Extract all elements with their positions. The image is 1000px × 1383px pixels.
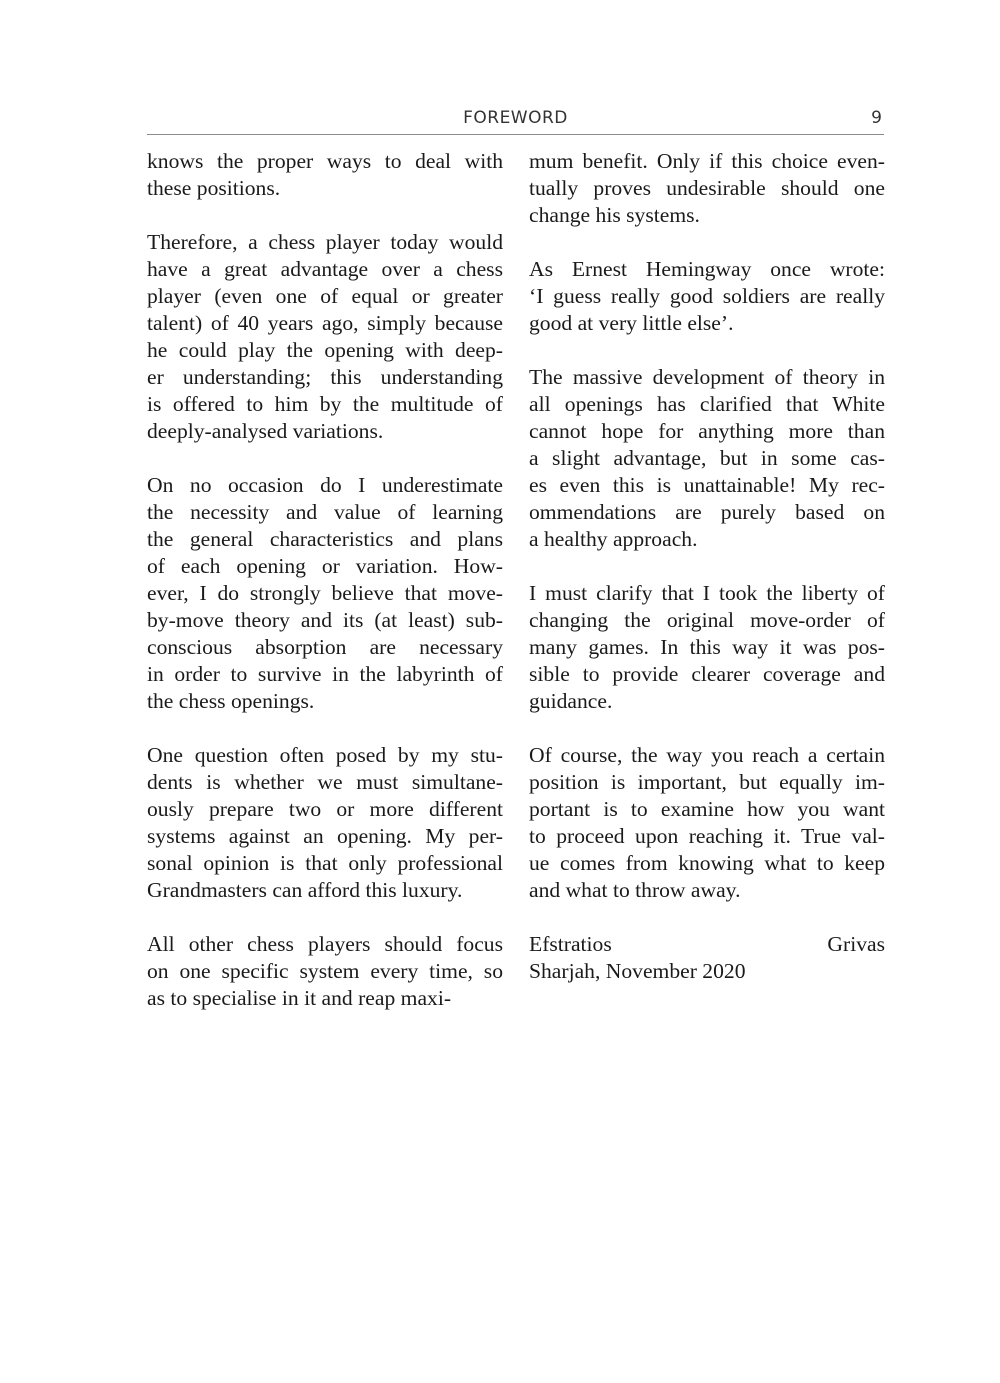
text-line: a healthy approach.	[529, 527, 698, 551]
text-line: One question often posed by my stu-	[147, 743, 503, 767]
text-line: and what to throw away.	[529, 878, 741, 902]
body-paragraph	[147, 472, 503, 715]
body-paragraph	[529, 256, 885, 337]
text-line: on one specific system every time, so	[147, 959, 503, 983]
text-line: er understanding; this understanding	[147, 365, 503, 389]
signature-block	[529, 931, 885, 985]
text-line: tually proves undesirable should one	[529, 176, 885, 200]
text-line: he could play the opening with deep-	[147, 338, 503, 362]
text-line: the general characteristics and plans	[147, 527, 503, 551]
text-line: Therefore, a chess player today would	[147, 230, 503, 254]
text-line: ever, I do strongly believe that move-	[147, 581, 503, 605]
text-line: sonal opinion is that only professional	[147, 851, 503, 875]
text-line: Grandmasters can afford this luxury.	[147, 878, 463, 902]
right-column	[529, 148, 885, 1012]
text-line: talent) of 40 years ago, simply because	[147, 311, 503, 335]
text-line: dents is whether we must simultane-	[147, 770, 503, 794]
text-line: in order to survive in the labyrinth of	[147, 662, 503, 686]
text-line: of each opening or variation. How-	[147, 554, 503, 578]
text-line: ously prepare two or more different	[147, 797, 503, 821]
text-line: mum benefit. Only if this choice even-	[529, 149, 885, 173]
text-line: to proceed upon reaching it. True val-	[529, 824, 885, 848]
text-line: deeply-analysed variations.	[147, 419, 384, 443]
text-line: Of course, the way you reach a certain	[529, 743, 885, 767]
text-line: many games. In this way it was pos-	[529, 635, 885, 659]
text-line: ommendations are purely based on	[529, 500, 885, 524]
text-line: systems against an opening. My per-	[147, 824, 503, 848]
text-line: the chess openings.	[147, 689, 315, 713]
body-paragraph	[147, 229, 503, 445]
body-paragraph	[529, 580, 885, 715]
text-line: these positions.	[147, 176, 281, 200]
text-line: all openings has clarified that White	[529, 392, 885, 416]
text-line: ‘I guess really good soldiers are really	[529, 284, 885, 308]
text-line: Sharjah, November 2020	[529, 959, 746, 983]
body-paragraph	[529, 364, 885, 553]
text-line: change his systems.	[529, 203, 700, 227]
text-line: es even this is unattainable! My rec-	[529, 473, 885, 497]
text-line: the necessity and value of learning	[147, 500, 503, 524]
page-number: 9	[871, 108, 882, 128]
text-line: ue comes from knowing what to keep	[529, 851, 885, 875]
text-line: guidance.	[529, 689, 613, 713]
body-paragraph	[529, 148, 885, 229]
body-paragraph	[147, 148, 503, 202]
running-title: FOREWORD	[463, 108, 568, 128]
text-line: Efstratios Grivas	[529, 932, 885, 956]
text-line: portant is to examine how you want	[529, 797, 885, 821]
body-paragraph	[529, 742, 885, 904]
text-line: I must clarify that I took the liberty of	[529, 581, 885, 605]
text-line: As Ernest Hemingway once wrote:	[529, 257, 885, 281]
text-line: conscious absorption are necessary	[147, 635, 503, 659]
body-paragraph	[147, 742, 503, 904]
text-line: cannot hope for anything more than	[529, 419, 885, 443]
text-line: changing the original move-order of	[529, 608, 885, 632]
text-line: have a great advantage over a chess	[147, 257, 503, 281]
left-column	[147, 148, 503, 1039]
text-line: All other chess players should focus	[147, 932, 503, 956]
text-line: by-move theory and its (at least) sub-	[147, 608, 503, 632]
text-line: sible to provide clearer coverage and	[529, 662, 885, 686]
body-paragraph	[147, 931, 503, 1012]
text-line: On no occasion do I underestimate	[147, 473, 503, 497]
text-line: position is important, but equally im-	[529, 770, 885, 794]
text-line: as to specialise in it and reap maxi-	[147, 986, 452, 1010]
text-line: good at very little else’.	[529, 311, 734, 335]
text-line: is offered to him by the multitude of	[147, 392, 503, 416]
text-line: a slight advantage, but in some cas-	[529, 446, 885, 470]
running-head	[147, 106, 884, 135]
text-line: player (even one of equal or greater	[147, 284, 503, 308]
text-line: The massive development of theory in	[529, 365, 885, 389]
text-line: knows the proper ways to deal with	[147, 149, 503, 173]
